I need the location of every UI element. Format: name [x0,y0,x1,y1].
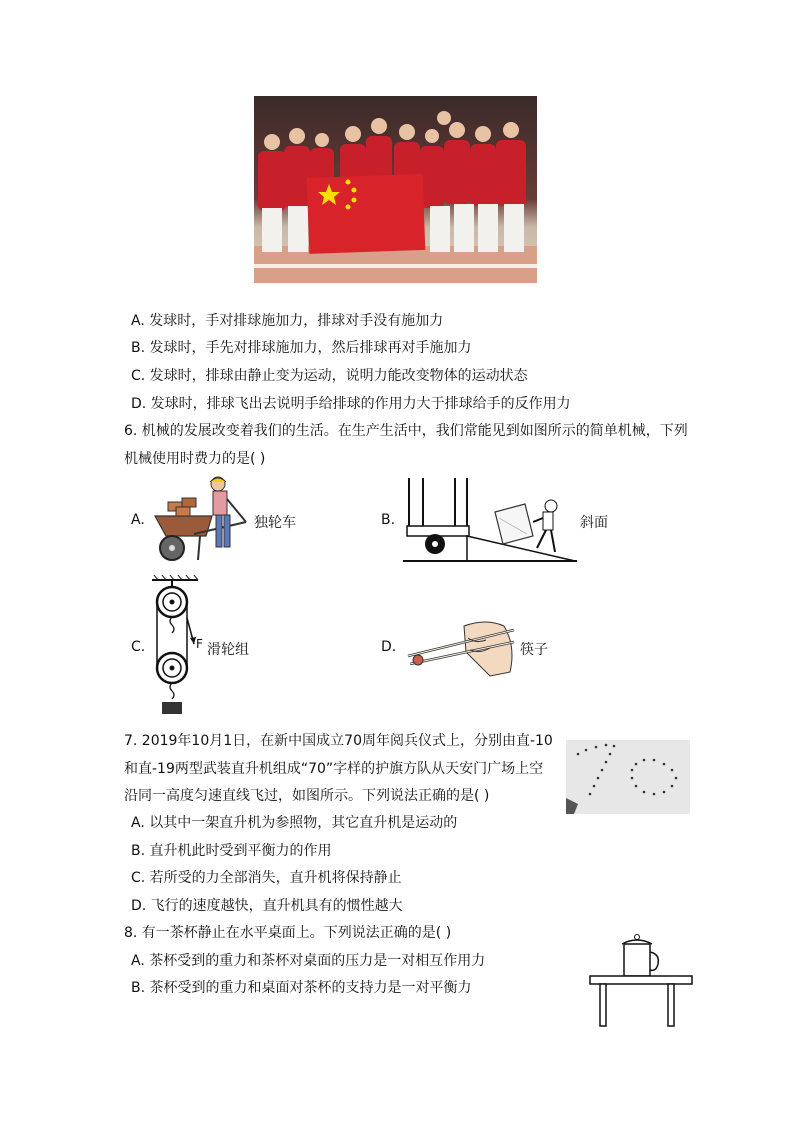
q5-option-d[interactable]: D. 发球时，排球飞出去说明手给排球的作用力大于排球给手的反作用力 [131,396,571,412]
q6-option-a-label: 独轮车 [254,515,296,531]
q6-option-b-letter[interactable]: B. [381,512,396,528]
q7-stem-line1: 7. 2019年10月1日，在新中国成立70周年阅兵仪式上，分别由直-10 [124,733,553,749]
q7-stem-line2: 和直-19两型武装直升机组成“70”字样的护旗方队从天安门广场上空 [124,761,544,777]
wheelbarrow-icon [150,474,255,566]
q8-option-b[interactable]: B. 茶杯受到的重力和桌面对茶杯的支持力是一对平衡力 [131,980,472,996]
q7-option-a[interactable]: A. 以其中一架直升机为参照物，其它直升机是运动的 [131,815,458,831]
pulley-force-label: F [196,637,203,651]
chopsticks-icon [406,616,518,678]
q7-option-c[interactable]: C. 若所受的力全部消失，直升机将保持静止 [131,870,402,886]
q7-option-b[interactable]: B. 直升机此时受到平衡力的作用 [131,843,332,859]
helicopter-formation-photo [566,740,690,814]
teacup-table-icon [588,932,694,1028]
q6-stem-line2: 机械使用时费力的是( ) [124,451,266,467]
q7-option-d[interactable]: D. 飞行的速度越快，直升机具有的惯性越大 [131,898,403,914]
q5-option-a[interactable]: A. 发球时，手对排球施加力，排球对手没有施加力 [131,313,444,329]
q8-stem-line1: 8. 有一茶杯静止在水平桌面上。下列说法正确的是( ) [124,925,452,941]
incline-icon [403,474,579,564]
q6-option-a-letter[interactable]: A. [131,512,145,528]
q6-option-c-label: 滑轮组 [207,642,249,658]
q5-option-b[interactable]: B. 发球时，手先对排球施加力，然后排球再对手施加力 [131,340,472,356]
team-photo [254,96,537,283]
q7-stem-line3: 沿同一高度匀速直线飞过，如图所示。下列说法正确的是( ) [124,788,490,804]
q6-option-d-letter[interactable]: D. [381,639,397,655]
q6-option-c-letter[interactable]: C. [131,639,146,655]
q6-option-d-label: 筷子 [520,642,548,658]
q6-stem-line1: 6. 机械的发展改变着我们的生活。在生产生活中，我们常能见到如图所示的简单机械，下列 [124,423,688,439]
pulley-icon [150,574,210,718]
q5-option-c[interactable]: C. 发球时，排球由静止变为运动，说明力能改变物体的运动状态 [131,368,528,384]
q6-option-b-label: 斜面 [580,515,608,531]
q8-option-a[interactable]: A. 茶杯受到的重力和茶杯对桌面的压力是一对相互作用力 [131,953,486,969]
